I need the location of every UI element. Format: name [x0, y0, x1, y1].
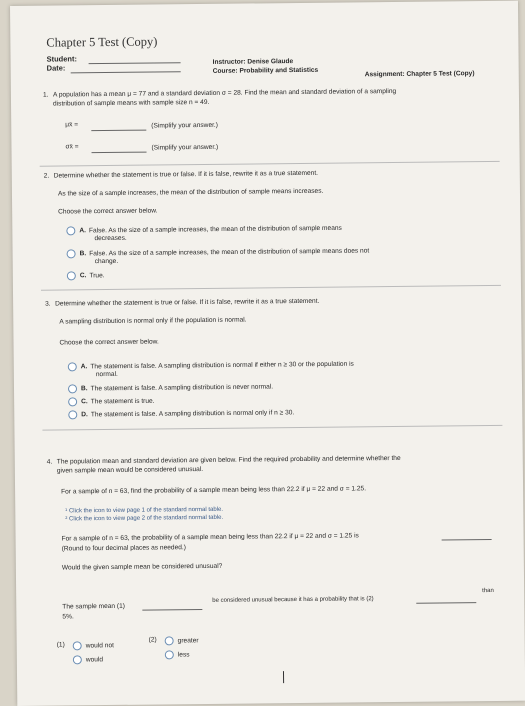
probability-input[interactable] [442, 539, 492, 541]
q2-option-b[interactable]: B. False. As the size of a sample increases, the mean of the distribution of sample means does not [67, 246, 370, 258]
radio-icon[interactable] [73, 641, 82, 650]
radio-icon[interactable] [165, 650, 174, 659]
q2-text: Determine whether the statement is true or false. If it is false, rewrite it as a true statement. [53, 169, 319, 180]
radio-icon[interactable] [68, 410, 77, 419]
mu-xbar-input[interactable] [91, 130, 146, 132]
q3-option-b[interactable]: B. The statement is false. A sampling distribution is never normal. [68, 382, 273, 393]
student-field[interactable] [89, 62, 181, 64]
divider [40, 161, 500, 167]
choice2-less[interactable]: less [165, 650, 190, 659]
q2-option-b-cont: change. [94, 257, 119, 266]
mu-xbar-label: μx̄ = [65, 121, 79, 129]
q4-sentence-end: 5%. [62, 613, 74, 621]
q4-sentence-start: The sample mean (1) [62, 602, 126, 611]
q3-option-c[interactable]: C. The statement is true. [68, 397, 154, 407]
q3-statement: A sampling distribution is normal only if the population is normal. [59, 316, 247, 326]
choice1-would[interactable]: would [73, 655, 103, 664]
page-title: Chapter 5 Test (Copy) [46, 34, 158, 50]
q2-option-a-cont: decreases. [94, 234, 127, 243]
q1-hint1: (Simplify your answer.) [151, 121, 218, 130]
q2-choose: Choose the correct answer below. [58, 207, 158, 216]
choice2-greater[interactable]: greater [165, 636, 199, 645]
q2-option-a[interactable]: A. False. As the size of a sample increases, the mean of the distribution of sample means [66, 224, 342, 236]
q4-unusual-question: Would the given sample mean be considered unusual? [61, 562, 223, 572]
q2-option-c[interactable]: C. True. [67, 271, 105, 280]
test-page [10, 1, 525, 706]
choice1-number: (1) [56, 641, 65, 649]
assignment-text: Assignment: Chapter 5 Test (Copy) [364, 70, 475, 79]
q3-text: Determine whether the statement is true or false. If it is false, rewrite it as a true statement. [55, 297, 320, 308]
q3-option-a-cont: normal. [95, 370, 118, 379]
q4-sample-text: For a sample of n = 63, find the probability of a sample mean being less than 22.2 if μ = 22 and σ = 1.25. [61, 485, 367, 496]
q1-text-line2: distribution of sample means with sample size n = 49. [52, 98, 210, 108]
q4-text-line1: The population mean and standard deviation are given below. Find the required probability and determine whether the [56, 454, 401, 466]
q4-prob-text: For a sample of n = 63, the probability of a sample mean being less than 22.2 if μ = 22 and σ = 1.25 is [61, 532, 359, 543]
q3-option-a[interactable]: A. The statement is false. A sampling distribution is normal if either n ≥ 30 or the population is [68, 359, 354, 371]
q1-number: 1. [42, 91, 49, 99]
date-label: Date: [46, 63, 66, 73]
student-label: Student: [46, 54, 78, 64]
q4-number: 4. [46, 458, 53, 466]
blank-1-dropdown[interactable] [142, 609, 202, 611]
choice2-number: (2) [148, 636, 157, 644]
q1-hint2: (Simplify your answer.) [151, 143, 219, 152]
sigma-xbar-label: σx̄ = [65, 143, 79, 151]
radio-icon[interactable] [73, 655, 82, 664]
q4-sentence-than: than [482, 587, 494, 595]
q4-text-line2: given sample mean would be considered unusual. [56, 466, 204, 475]
date-field[interactable] [71, 71, 181, 73]
q4-round-hint: (Round to four decimal places as needed.) [61, 544, 186, 553]
q2-number: 2. [43, 172, 50, 180]
q3-number: 3. [45, 300, 51, 308]
text-cursor-icon [283, 671, 284, 683]
table-link-2[interactable]: ² Click the icon to view page 2 of the standard normal table. [65, 514, 224, 523]
radio-icon[interactable] [66, 226, 75, 235]
radio-icon[interactable] [68, 397, 77, 406]
radio-icon[interactable] [165, 636, 174, 645]
q4-sentence-middle: be considered unusual because it has a probability that is (2) [212, 596, 374, 604]
table-link-1[interactable]: ¹ Click the icon to view page 1 of the standard normal table. [65, 506, 224, 515]
sigma-xbar-input[interactable] [92, 152, 147, 154]
radio-icon[interactable] [68, 362, 77, 371]
q2-statement: As the size of a sample increases, the mean of the distribution of sample means increases. [57, 187, 324, 198]
blank-2-dropdown[interactable] [416, 602, 476, 604]
course-text: Course: Probability and Statistics [212, 66, 319, 75]
radio-icon[interactable] [68, 384, 77, 393]
divider [41, 285, 501, 291]
radio-icon[interactable] [67, 249, 76, 258]
q3-choose: Choose the correct answer below. [59, 338, 159, 347]
divider [42, 425, 502, 431]
choice1-would-not[interactable]: would not [73, 641, 114, 650]
q3-option-d[interactable]: D. The statement is false. A sampling distribution is normal only if n ≥ 30. [68, 408, 294, 419]
radio-icon[interactable] [67, 271, 76, 280]
q1-text-line1: A population has a mean μ = 77 and a standard deviation σ = 28. Find the mean and standard deviation of a sampling [52, 87, 397, 99]
instructor-text: Instructor: Denise Glaude [212, 58, 294, 66]
